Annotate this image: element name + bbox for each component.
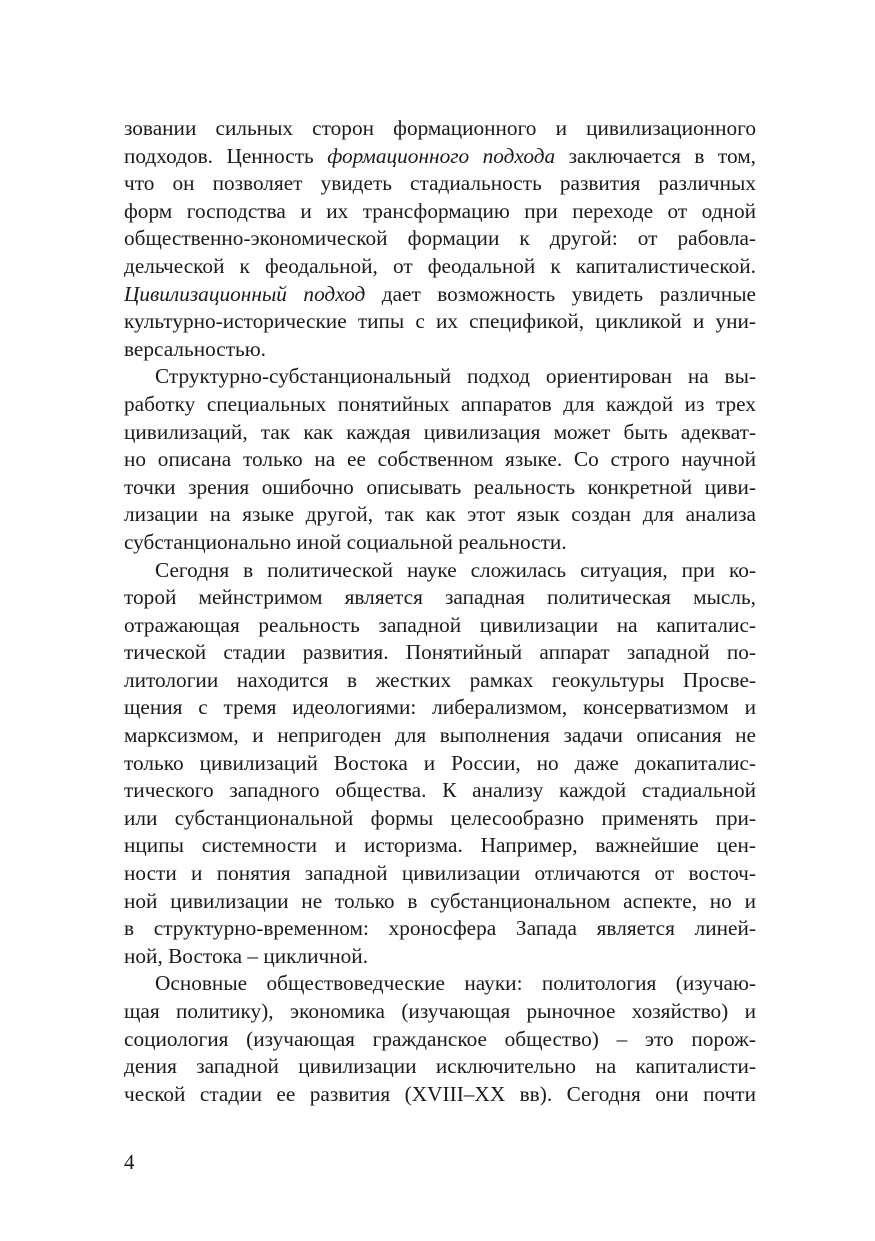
text-line: Сегодня в политической науке сложилась ситуация, при ко- xyxy=(155,557,756,582)
text-line: литологии находится в жестких рамках геокультуры Просве- xyxy=(124,667,756,692)
body-text xyxy=(124,115,756,1108)
italic-term: формационного подхода xyxy=(327,143,556,168)
text-line: дельческой к феодальной, от феодальной к капиталистической. xyxy=(124,253,756,278)
text-line: марксизмом, и непригоден для выполнения задачи описания не xyxy=(124,723,756,748)
text-line: дения западной цивилизации исключительно на капиталисти- xyxy=(124,1054,756,1079)
text-line: Цивилизационный подход дает возможность увидеть различные xyxy=(124,281,756,306)
text-line: культурно-исторические типы с их спецификой, цикликой и уни- xyxy=(124,309,756,334)
text-line: или субстанциональной формы целесообразно применять при- xyxy=(124,805,756,830)
text-line: тической стадии развития. Понятийный аппарат западной по- xyxy=(124,640,756,665)
text-line: субстанционально иной социальной реальности. xyxy=(124,529,567,554)
text-line: цивилизаций, так как каждая цивилизация может быть адекват- xyxy=(124,419,756,444)
text-line: ной цивилизации не только в субстанциональном аспекте, но и xyxy=(124,888,756,913)
text-line: но описана только на ее собственном языке. Со строго научной xyxy=(124,447,756,472)
page-number: 4 xyxy=(124,1150,135,1174)
paragraph xyxy=(124,557,756,971)
text-line: нципы системности и историзма. Например, важнейшие цен- xyxy=(124,833,756,858)
text-line: зовании сильных сторон формационного и цивилизационного xyxy=(124,116,756,140)
text-line: лизации на языке другой, так как этот язык создан для анализа xyxy=(124,502,756,527)
text-line: работку специальных понятийных аппаратов для каждой из трех xyxy=(124,391,756,416)
text-line: общественно-экономической формации к другой: от рабовла- xyxy=(124,226,756,251)
text-line: подходов. Ценность формационного подхода заключается в том, xyxy=(124,143,756,168)
text-line: щения с тремя идеологиями: либерализмом, консерватизмом и xyxy=(124,695,756,720)
text-line: тического западного общества. К анализу каждой стадиальной xyxy=(124,778,756,803)
text-line: Структурно-субстанциональный подход ориентирован на вы- xyxy=(155,364,756,389)
text-line: ности и понятия западной цивилизации отличаются от восточ- xyxy=(124,861,756,886)
text-line: щая политику), экономика (изучающая рыночное хозяйство) и xyxy=(124,999,756,1023)
paragraph xyxy=(124,970,756,1108)
text-line: Основные обществоведческие науки: политология (изучаю- xyxy=(155,971,756,996)
text-line: точки зрения ошибочно описывать реальность конкретной циви- xyxy=(124,474,756,499)
text-line: отражающая реальность западной цивилизации на капиталис- xyxy=(124,612,756,637)
italic-term: Цивилизационный подход xyxy=(124,281,366,306)
text-line: только цивилизаций Востока и России, но даже докапиталис- xyxy=(124,750,756,775)
paragraph xyxy=(124,115,756,363)
text-line: форм господства и их трансформацию при переходе от одной xyxy=(124,198,756,223)
text-line: ческой стадии ее развития (XVIII–XX вв). Сегодня они почти xyxy=(124,1081,756,1106)
text-line: версальностью. xyxy=(124,336,267,361)
paragraph xyxy=(124,363,756,556)
text-line: социология (изучающая гражданское общество) – это порож- xyxy=(124,1026,756,1051)
text-line: торой мейнстримом является западная политическая мысль, xyxy=(124,585,756,610)
text-line: в структурно-временном: хроносфера Запада является линей- xyxy=(124,916,756,941)
text-line: что он позволяет увидеть стадиальность развития различных xyxy=(124,171,756,196)
text-line: ной, Востока – цикличной. xyxy=(124,943,369,968)
